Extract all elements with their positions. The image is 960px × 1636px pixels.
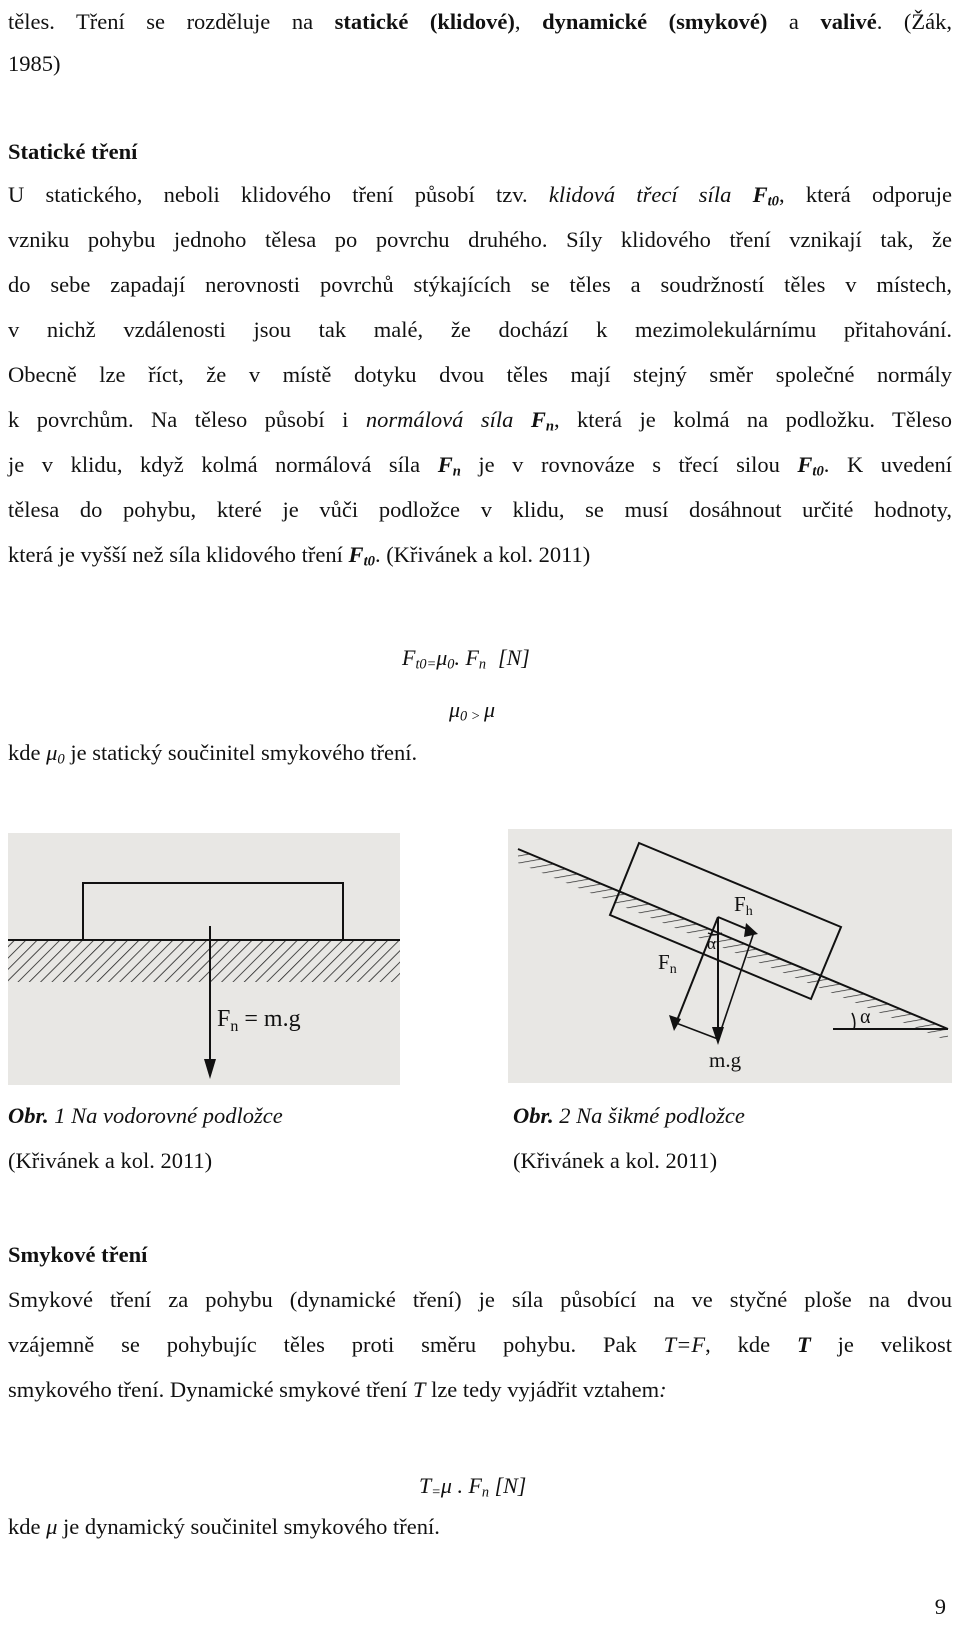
caption-number: 1 — [48, 1103, 66, 1128]
text: je v rovnováze s třecí silou — [460, 452, 798, 477]
text: . (Křivánek a kol. 2011) — [374, 542, 591, 567]
figure-2-caption — [513, 1101, 745, 1131]
symbol-F: F — [530, 407, 546, 432]
ground-hatching — [8, 940, 400, 982]
term-rolling: valivé — [820, 9, 877, 34]
text: která je vyšší než síla klidového tření — [8, 542, 349, 567]
figure-horizontal-surface-drawing — [8, 833, 400, 1085]
caption-prefix: Obr. — [513, 1103, 554, 1128]
static-line-3: do sebe zapadají nerovnosti povrchů stýkajících se těles a soudržností těles v místech, — [8, 272, 952, 297]
text: těles. Tření se rozděluje na — [8, 9, 335, 34]
eq-mu: μ — [484, 697, 496, 722]
subscript: t0 — [363, 553, 375, 570]
static-where-line — [8, 738, 417, 768]
text: , kde — [705, 1332, 797, 1357]
eq-unit: [N] — [498, 645, 530, 670]
parallel-force-head — [744, 923, 758, 937]
static-line-5: Obecně lze říct, že v místě dotyku dvou těles mají stejný směr společné normály — [8, 362, 952, 387]
static-line-1 — [8, 180, 952, 210]
equation-sliding-friction — [419, 1473, 526, 1499]
figure-1-caption — [8, 1101, 283, 1131]
heading-sliding-friction: Smykové tření — [8, 1242, 148, 1267]
text: . K uvedení — [823, 452, 952, 477]
caption-text: Na šikmé podložce — [570, 1103, 745, 1128]
parallel-force-label — [734, 892, 753, 919]
symbol-F: F — [437, 452, 453, 477]
block-outline — [83, 883, 343, 940]
eq-mu: μ — [449, 697, 461, 722]
term-dynamic: dynamické (smykové) — [542, 9, 768, 34]
subscript: 0 — [57, 751, 65, 768]
static-line-2: vzniku pohybu jednoho tělesa po povrchu druhého. Síly klidového tření vznikají tak, že — [8, 227, 952, 252]
static-line-9 — [8, 540, 590, 570]
text: je v klidu, když kolmá normálová síla — [8, 452, 438, 477]
label-part: F — [658, 950, 670, 974]
figure-inclined-plane — [508, 829, 952, 1083]
slope-line — [518, 849, 948, 1029]
eq-subscript: n — [478, 656, 487, 673]
eq-mu: μ — [436, 645, 448, 670]
figure-1-source: (Křivánek a kol. 2011) — [8, 1148, 213, 1173]
static-line-4: v nichž vzdálenosti jsou tak malé, že dochází k mezimolekulárnímu přitahování. — [8, 317, 952, 342]
component-line — [676, 1023, 718, 1039]
weight-label: m.g — [709, 1048, 742, 1072]
eq-unit: [N] — [489, 1473, 527, 1498]
text: , — [514, 9, 543, 34]
equation-mu-comparison — [449, 697, 495, 723]
figure-2-source: (Křivánek a kol. 2011) — [513, 1148, 718, 1173]
term-static: statické (klidové) — [334, 9, 515, 34]
eq-operator: = — [431, 1484, 441, 1501]
symbol: T=F — [663, 1332, 706, 1357]
label-part: n — [669, 962, 677, 977]
eq-symbol: T — [419, 1473, 432, 1498]
label-part: n — [230, 1018, 239, 1035]
text: vzájemně se pohybujíc těles proti směru pohybu. Pak — [8, 1332, 664, 1357]
symbol-mu: μ — [46, 1514, 58, 1539]
slope-hatching — [518, 849, 948, 1041]
text: je dynamický součinitel smykového tření. — [57, 1514, 440, 1539]
text: a — [767, 9, 821, 34]
subscript: t0 — [767, 193, 779, 210]
label-part: F — [217, 1006, 231, 1032]
text: , která odporuje — [778, 182, 952, 207]
eq-subscript: t0= — [415, 656, 437, 673]
text: : — [659, 1377, 667, 1402]
subscript: n — [452, 463, 461, 480]
eq-symbol: F — [402, 645, 416, 670]
angle-label-base: α — [860, 1006, 871, 1028]
caption-prefix: Obr. — [8, 1103, 49, 1128]
eq-mu: μ — [440, 1473, 452, 1498]
symbol-F: F — [348, 542, 364, 567]
label-part: h — [745, 904, 753, 919]
weight-arrow-head — [204, 1059, 216, 1079]
normal-force-label — [658, 950, 677, 977]
text: smykového tření. Dynamické smykové tření — [8, 1377, 413, 1402]
equation-static-friction — [402, 645, 530, 671]
figure-1-force-label — [217, 1006, 301, 1035]
term: klidová třecí síla — [548, 182, 753, 207]
figure-inclined-plane-drawing — [508, 829, 952, 1083]
page-number: 9 — [934, 1594, 946, 1619]
angle-label-top: α — [707, 934, 716, 953]
text: U statického, neboli klidového tření působí tzv. — [8, 182, 549, 207]
symbol-T: T — [412, 1377, 426, 1402]
sliding-line-2 — [8, 1330, 952, 1360]
text: lze tedy vyjádřit vztahem — [425, 1377, 660, 1402]
text: . (Žák, — [876, 9, 952, 34]
symbol-mu: μ — [46, 740, 58, 765]
sliding-where-line — [8, 1512, 440, 1542]
text: kde — [8, 1514, 47, 1539]
sliding-line-3 — [8, 1375, 667, 1405]
symbol-F: F — [752, 182, 768, 207]
eq-symbol: . F — [454, 645, 479, 670]
eq-subscript: 0 — [460, 708, 468, 725]
text: je statický součinitel smykového tření. — [64, 740, 418, 765]
text: kde — [8, 740, 47, 765]
static-line-8: tělesa do pohybu, které je vůči podložce v klidu, se musí dosáhnout určité hodnoty, — [8, 497, 952, 522]
eq-subscript: n — [481, 1484, 490, 1501]
subscript: t0 — [812, 463, 824, 480]
label-part: = m.g — [238, 1006, 301, 1032]
label-part: F — [734, 892, 746, 916]
static-line-6 — [8, 405, 952, 435]
symbol-T: T — [796, 1332, 811, 1357]
caption-number: 2 — [553, 1103, 571, 1128]
subscript: n — [545, 418, 554, 435]
weight-arrow-head — [712, 1027, 724, 1045]
text: je velikost — [810, 1332, 952, 1357]
heading-static-friction: Statické tření — [8, 139, 138, 164]
caption-text: Na vodorovné podložce — [65, 1103, 283, 1128]
eq-operator: > — [467, 708, 484, 725]
symbol-F: F — [797, 452, 813, 477]
intro-line-2: 1985) — [8, 51, 61, 76]
static-line-7 — [8, 450, 952, 480]
intro-line-1 — [8, 7, 952, 37]
text: k povrchům. Na těleso působí i — [8, 407, 366, 432]
sliding-line-1: Smykové tření za pohybu (dynamické tření) je síla působící na ve styčné ploše na dvou — [8, 1287, 952, 1312]
eq-symbol: . F — [451, 1473, 482, 1498]
eq-subscript: 0 — [447, 656, 455, 673]
term: normálová síla — [365, 407, 531, 432]
figure-horizontal-surface — [8, 833, 400, 1085]
text: , která je kolmá na podložku. Těleso — [553, 407, 952, 432]
angle-arc — [852, 1013, 855, 1029]
